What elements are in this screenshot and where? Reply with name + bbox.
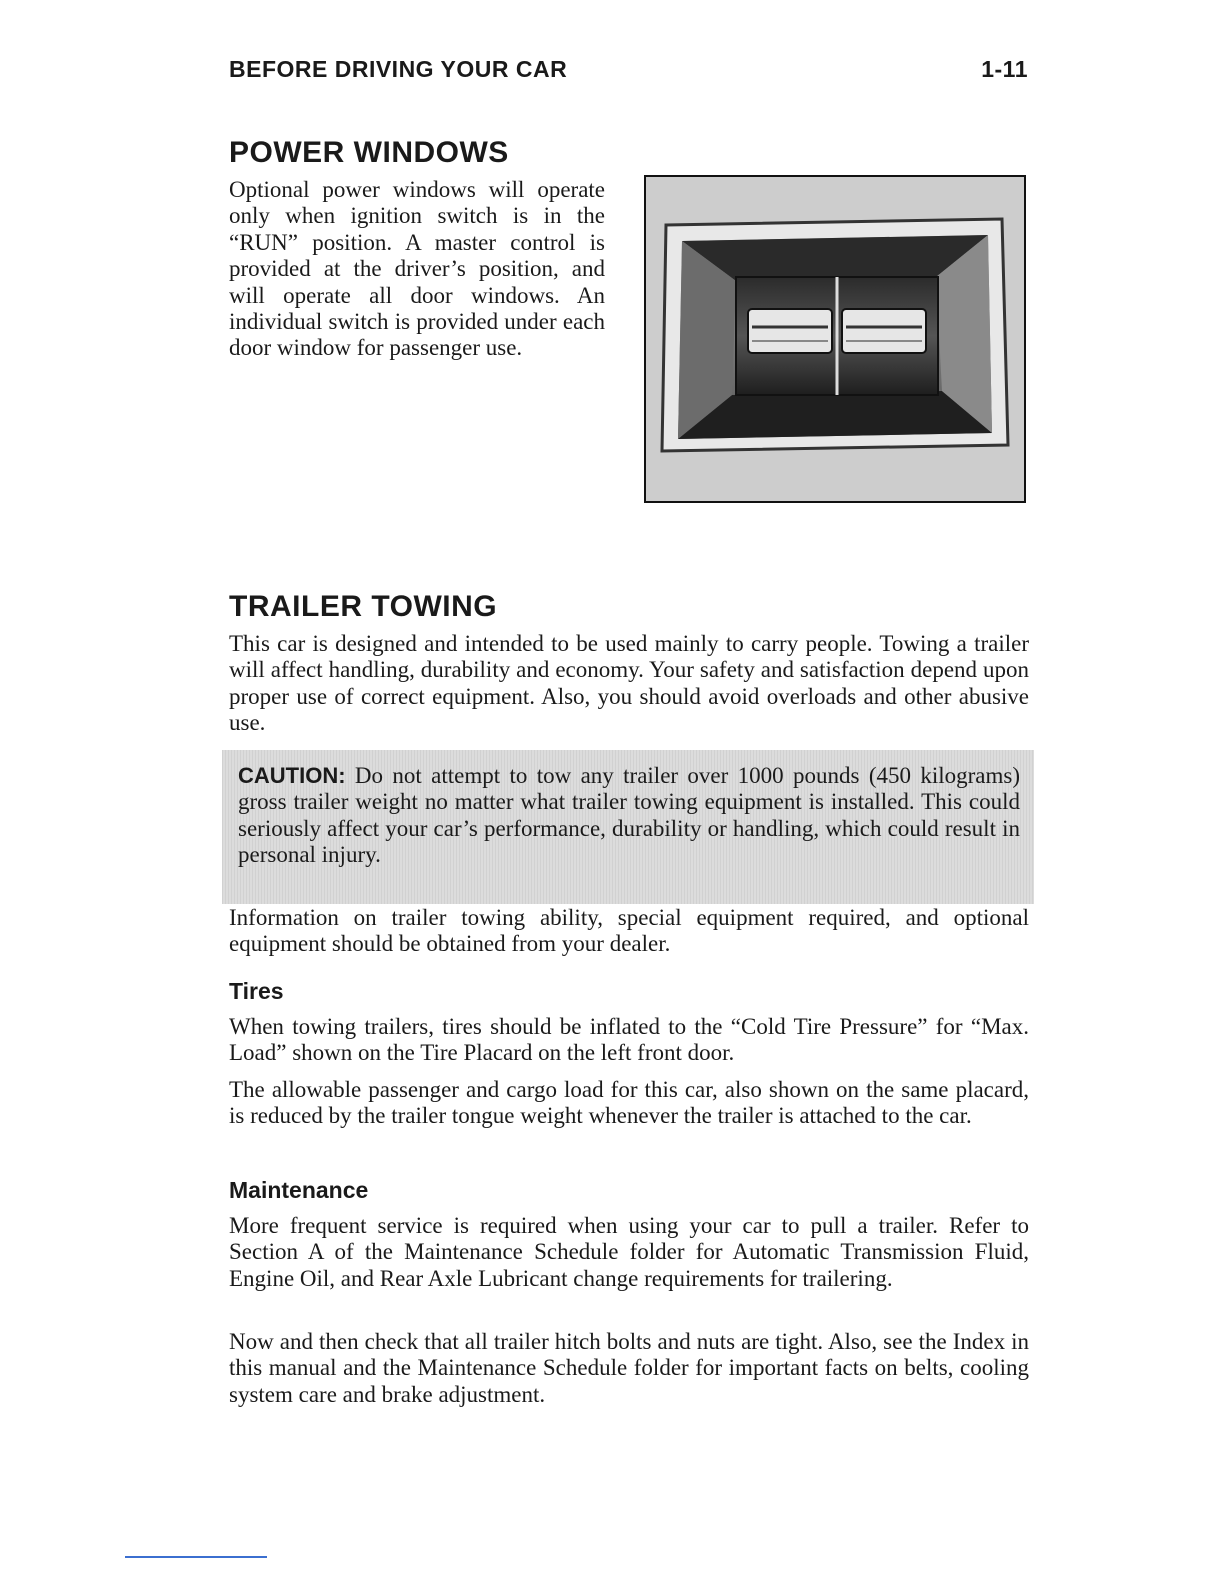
caution-box bbox=[222, 750, 1034, 904]
caution-label: CAUTION: bbox=[238, 763, 346, 788]
tires-paragraph-2: The allowable passenger and cargo load for this car, also shown on the same placard, is reduced by the trailer tongue weight whenever the trailer is attached to the car. bbox=[229, 1077, 1029, 1129]
maintenance-paragraph-2: Now and then check that all trailer hitch bolts and nuts are tight. Also, see the Index in this manual and the Maintenance Schedule folder for important facts on belts, cooling system care and brake adjustment. bbox=[229, 1329, 1029, 1407]
trailer-towing-heading: TRAILER TOWING bbox=[229, 590, 498, 623]
power-windows-body: Optional power windows will operate only when ignition switch is in the “RUN” position. A master control is provided at the driver’s position, and will operate all door windows. An individual switch is provided under each door window for passenger use. bbox=[229, 177, 605, 361]
section-title: BEFORE DRIVING YOUR CAR bbox=[229, 56, 568, 82]
trailer-towing-intro: This car is designed and intended to be used mainly to carry people. Towing a trailer will affect handling, durability and economy. Your safety and satisfaction depend upon proper use of correct equipment. Also, you should avoid overloads and other abusive use. bbox=[229, 631, 1029, 736]
maintenance-paragraph-1: More frequent service is required when using your car to pull a trailer. Refer to Section A of the Maintenance Schedule folder for Automatic Transmission Fluid, Engine Oil, and Rear Axle Lubricant change requirements for trailering. bbox=[229, 1213, 1029, 1291]
caution-text: Do not attempt to tow any trailer over 1000 pounds (450 kilograms) gross trailer weight no matter what trailer towing equipment is installed. This could seriously affect your car’s performance, durability or handling, which could result in personal injury. bbox=[238, 763, 1020, 868]
power-windows-heading: POWER WINDOWS bbox=[229, 136, 509, 169]
trailer-info-paragraph: Information on trailer towing ability, special equipment required, and optional equipment should be obtained from your dealer. bbox=[229, 905, 1029, 957]
tires-heading: Tires bbox=[229, 978, 284, 1004]
footer-rule bbox=[125, 1556, 267, 1558]
tires-paragraph-1: When towing trailers, tires should be inflated to the “Cold Tire Pressure” for “Max. Load” shown on the Tire Placard on the left front door. bbox=[229, 1014, 1029, 1066]
page-number: 1-11 bbox=[981, 56, 1028, 82]
running-header bbox=[229, 56, 1028, 83]
power-window-switch-photo bbox=[644, 175, 1026, 503]
maintenance-heading: Maintenance bbox=[229, 1177, 369, 1203]
caution-paragraph bbox=[238, 763, 1020, 869]
